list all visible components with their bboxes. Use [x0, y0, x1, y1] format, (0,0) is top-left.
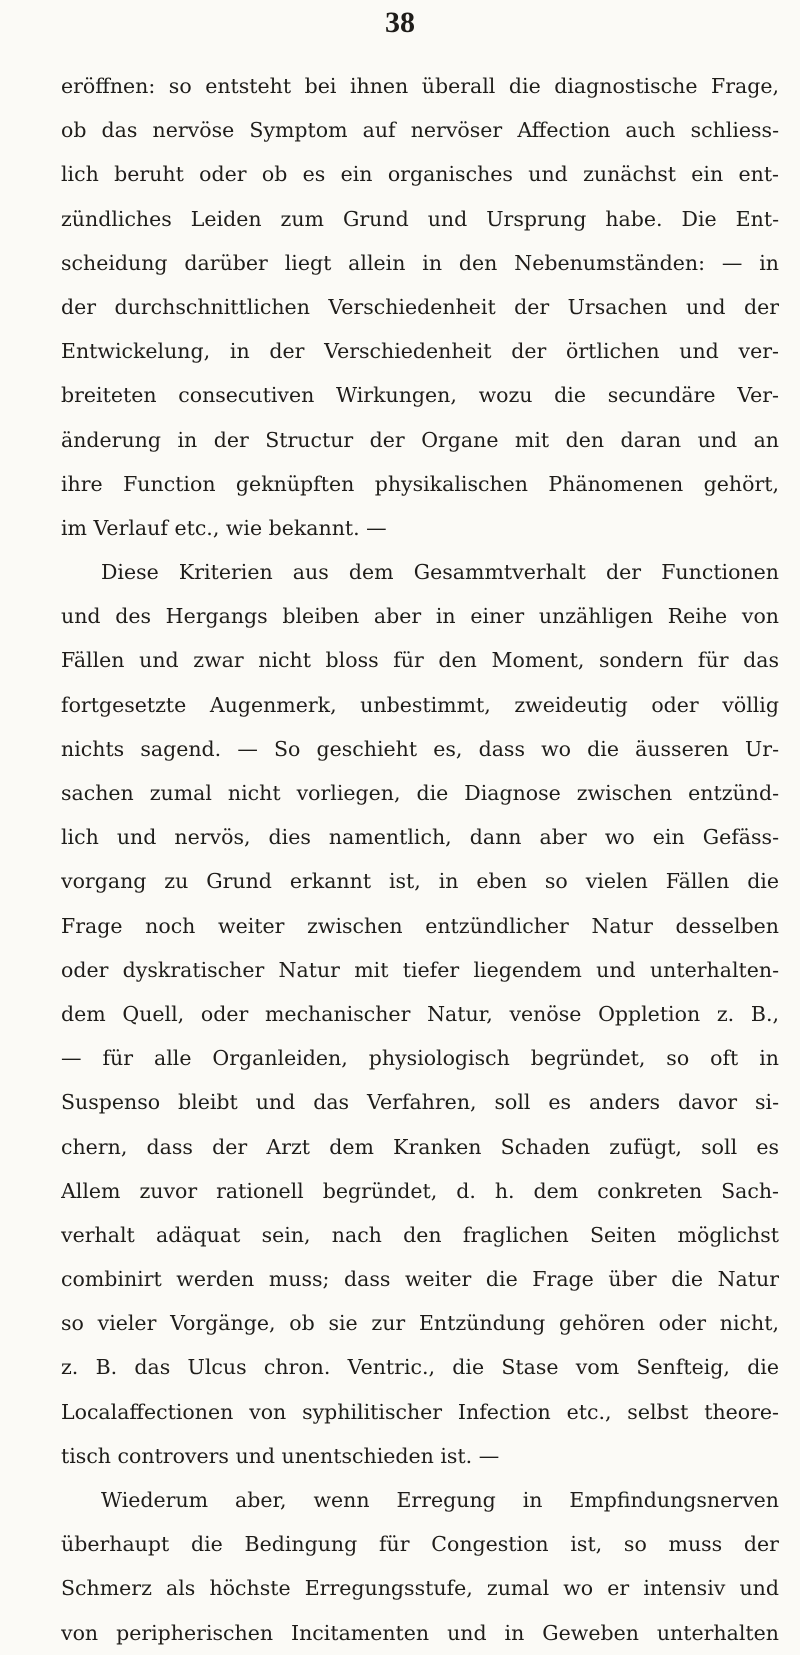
text-line: Frage noch weiter zwischen entzündlicher Natur desselben: [61, 913, 779, 938]
text-line: verhalt adäquat sein, nach den fraglichen Seiten möglichst: [61, 1222, 779, 1247]
text-line: breiteten consecutiven Wirkungen, wozu die secundäre Ver-: [61, 383, 779, 408]
text-line: änderung in der Structur der Organe mit den daran und an: [61, 427, 779, 452]
text-line: so vieler Vorgänge, ob sie zur Entzündung gehören oder nicht,: [61, 1311, 779, 1336]
text-line: dem Quell, oder mechanischer Natur, venöse Oppletion z. B.,: [61, 1001, 779, 1026]
text-line: scheidung darüber liegt allein in den Nebenumständen: — in: [61, 250, 779, 275]
text-line: zündliches Leiden zum Grund und Ursprung habe. Die Ent-: [61, 206, 779, 231]
text-line: Wiederum aber, wenn Erregung in Empfindungsnerven: [101, 1488, 779, 1512]
text-line: sachen zumal nicht vorliegen, die Diagnose zwischen entzünd-: [61, 781, 779, 805]
text-line: combinirt werden muss; dass weiter die Frage über die Natur: [61, 1267, 779, 1292]
text-line: Diese Kriterien aus dem Gesammtverhalt der Functionen: [101, 560, 779, 585]
text-line: Allem zuvor rationell begründet, d. h. dem conkreten Sach-: [61, 1178, 779, 1203]
text-line: vorgang zu Grund erkannt ist, in eben so vielen Fällen die: [61, 869, 779, 894]
text-line: oder dyskratischer Natur mit tiefer liegendem und unterhalten-: [61, 957, 779, 982]
text-line: Suspenso bleibt und das Verfahren, soll es anders davor si-: [61, 1090, 779, 1115]
text-line: lich beruht oder ob es ein organisches und zunächst ein ent-: [61, 162, 779, 187]
text-line: ihre Function geknüpften physikalischen Phänomenen gehört,: [61, 471, 779, 496]
text-line: tisch controvers und unentschieden ist. —: [61, 1443, 500, 1468]
text-line: ob das nervöse Symptom auf nervöser Affection auch schliess-: [61, 118, 779, 143]
text-line: chern, dass der Arzt dem Kranken Schaden zufügt, soll es: [61, 1134, 779, 1159]
text-line: von peripherischen Incitamenten und in Geweben unterhalten: [61, 1620, 779, 1645]
text-line: Localaffectionen von syphilitischer Infection etc., selbst theore-: [61, 1399, 779, 1424]
text-line: und des Hergangs bleiben aber in einer unzähligen Reihe von: [61, 604, 779, 629]
text-line: lich und nervös, dies namentlich, dann aber wo ein Gefäss-: [61, 825, 779, 850]
page-number: 38: [385, 6, 415, 39]
text-line: Schmerz als höchste Erregungsstufe, zumal wo er intensiv und: [61, 1576, 779, 1601]
text-line: Entwickelung, in der Verschiedenheit der örtlichen und ver-: [61, 339, 779, 364]
text-line: z. B. das Ulcus chron. Ventric., die Stase vom Senfteig, die: [61, 1355, 779, 1380]
text-line: fortgesetzte Augenmerk, unbestimmt, zweideutig oder völlig: [61, 692, 779, 717]
body-text: [61, 64, 779, 1655]
text-line: nichts sagend. — So geschieht es, dass wo die äusseren Ur-: [61, 736, 779, 761]
text-line: überhaupt die Bedingung für Congestion ist, so muss der: [61, 1532, 779, 1557]
text-line: Fällen und zwar nicht bloss für den Moment, sondern für das: [61, 648, 779, 673]
text-line: — für alle Organleiden, physiologisch begründet, so oft in: [61, 1046, 779, 1071]
text-line: der durchschnittlichen Verschiedenheit der Ursachen und der: [61, 294, 779, 319]
text-line: im Verlauf etc., wie bekannt. —: [61, 515, 387, 540]
text-line: eröffnen: so entsteht bei ihnen überall die diagnostische Frage,: [61, 74, 779, 98]
